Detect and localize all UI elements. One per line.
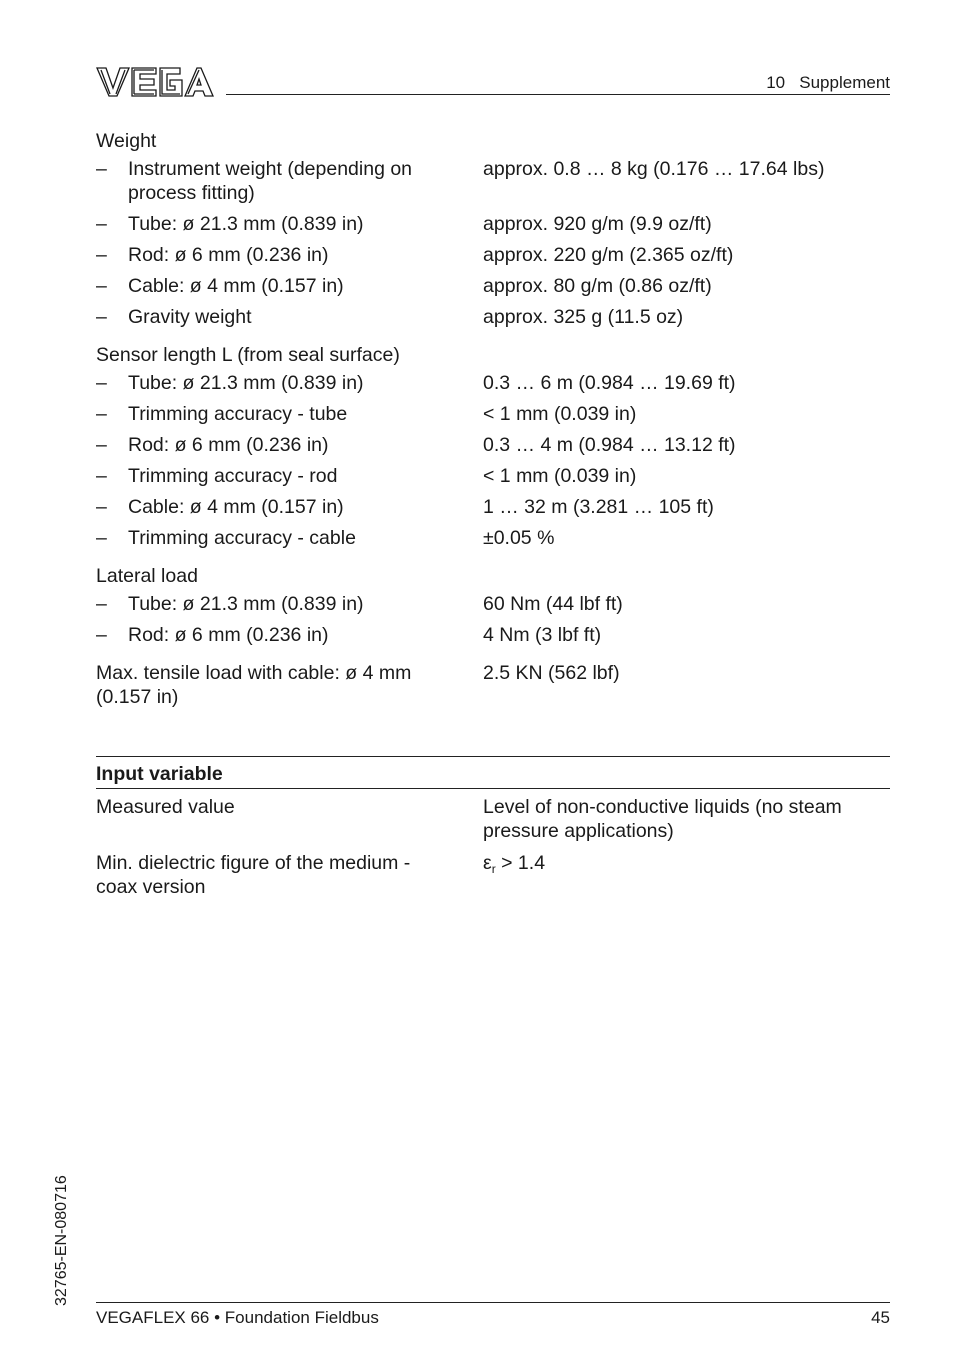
- table-row: [96, 464, 890, 488]
- dash: –: [96, 403, 107, 425]
- row-value: ±0.05 %: [483, 527, 555, 549]
- row-value: < 1 mm (0.039 in): [483, 465, 637, 487]
- row-value: 0.3 … 6 m (0.984 … 19.69 ft): [483, 372, 736, 394]
- measured-label: Measured value: [96, 796, 235, 818]
- dash: –: [96, 213, 107, 235]
- dash: –: [96, 593, 107, 615]
- table-row: [96, 495, 890, 519]
- weight-title: Weight: [96, 130, 157, 152]
- row-value: 0.3 … 4 m (0.984 … 13.12 ft): [483, 434, 736, 456]
- row-label: Trimming accuracy - rod: [128, 465, 338, 487]
- table-row: [96, 526, 890, 550]
- row-label: Instrument weight (depending on process fitting): [128, 158, 413, 204]
- table-row: [96, 433, 890, 457]
- dielectric-label: Min. dielectric figure of the medium - coax version: [96, 852, 411, 898]
- table-row: [96, 402, 890, 426]
- section-rule: [96, 788, 890, 789]
- row-label: Gravity weight: [128, 306, 252, 328]
- dash: –: [96, 527, 107, 549]
- row-label: Tube: ø 21.3 mm (0.839 in): [128, 372, 364, 394]
- table-row: [96, 371, 890, 395]
- row-label: Rod: ø 6 mm (0.236 in): [128, 244, 329, 266]
- lateral-load-group: [96, 564, 890, 647]
- footer-title: VEGAFLEX 66 • Foundation Fieldbus: [96, 1308, 379, 1327]
- dash: –: [96, 434, 107, 456]
- row-label: Tube: ø 21.3 mm (0.839 in): [128, 593, 364, 615]
- row-label: Rod: ø 6 mm (0.236 in): [128, 434, 329, 456]
- dash: –: [96, 624, 107, 646]
- tensile-label: Max. tensile load with cable: ø 4 mm (0.157 in): [96, 662, 412, 708]
- vega-logo: [96, 66, 214, 98]
- tensile-row: [96, 661, 890, 709]
- spec-content: [96, 129, 890, 899]
- dash: –: [96, 372, 107, 394]
- measured-value: Level of non-conductive liquids (no steam pressure applications): [483, 796, 842, 842]
- row-value: 4 Nm (3 lbf ft): [483, 624, 602, 646]
- row-label: Cable: ø 4 mm (0.157 in): [128, 496, 344, 518]
- table-row: [96, 623, 890, 647]
- row-value: approx. 0.8 … 8 kg (0.176 … 17.64 lbs): [483, 158, 825, 180]
- input-variable-section: [96, 756, 890, 899]
- input-variable-title: Input variable: [96, 763, 223, 785]
- table-row: [96, 274, 890, 298]
- sensor-length-group: [96, 343, 890, 550]
- row-label: Trimming accuracy - cable: [128, 527, 356, 549]
- dash: –: [96, 244, 107, 266]
- row-value: approx. 220 g/m (2.365 oz/ft): [483, 244, 734, 266]
- row-label: Tube: ø 21.3 mm (0.839 in): [128, 213, 364, 235]
- lateral-load-title: Lateral load: [96, 565, 198, 587]
- dielectric-value: [483, 851, 890, 875]
- dash: –: [96, 496, 107, 518]
- row-value: < 1 mm (0.039 in): [483, 403, 637, 425]
- row-label: Cable: ø 4 mm (0.157 in): [128, 275, 344, 297]
- measured-value-row: [96, 795, 890, 843]
- row-value: approx. 80 g/m (0.86 oz/ft): [483, 275, 712, 297]
- row-label: Trimming accuracy - tube: [128, 403, 348, 425]
- footer-rule: [96, 1302, 890, 1303]
- row-value: 60 Nm (44 lbf ft): [483, 593, 623, 615]
- dash: –: [96, 275, 107, 297]
- weight-group: [96, 129, 890, 329]
- table-row: [96, 212, 890, 236]
- header-section: 10 Supplement: [766, 73, 890, 92]
- epsilon-symbol: ε: [483, 852, 492, 874]
- dash: –: [96, 306, 107, 328]
- table-row: [96, 592, 890, 616]
- dash: –: [96, 158, 107, 180]
- row-value: approx. 920 g/m (9.9 oz/ft): [483, 213, 712, 235]
- tensile-value: 2.5 KN (562 lbf): [483, 662, 620, 684]
- page-number: 45: [871, 1308, 890, 1327]
- table-row: [96, 305, 890, 329]
- dielectric-row: [96, 851, 890, 899]
- document-code: 32765-EN-080716: [53, 1175, 70, 1306]
- dash: –: [96, 465, 107, 487]
- epsilon-subscript: r: [491, 862, 496, 876]
- table-row: [96, 243, 890, 267]
- dielectric-number: > 1.4: [495, 852, 546, 874]
- row-value: 1 … 32 m (3.281 … 105 ft): [483, 496, 714, 518]
- row-value: approx. 325 g (11.5 oz): [483, 306, 684, 328]
- row-label: Rod: ø 6 mm (0.236 in): [128, 624, 329, 646]
- table-row: [96, 157, 890, 205]
- sensor-length-title: Sensor length L (from seal surface): [96, 344, 400, 366]
